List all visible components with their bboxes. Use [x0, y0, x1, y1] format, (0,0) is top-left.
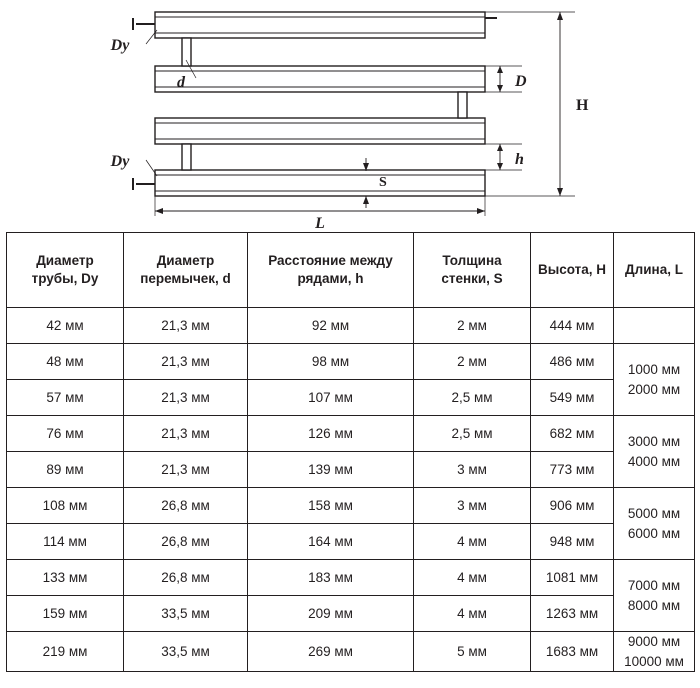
cell-pipe-diameter: 219 мм: [7, 632, 124, 672]
label-d: d: [177, 74, 185, 91]
pipe-row-4: [155, 170, 485, 196]
table-row: [7, 524, 695, 560]
cell-jumper-diameter: 21,3 мм: [124, 416, 248, 452]
cell-jumper-diameter: 21,3 мм: [124, 452, 248, 488]
table-row: [7, 452, 695, 488]
cell-pipe-diameter: 48 мм: [7, 344, 124, 380]
header-line-2: рядами, h: [297, 271, 364, 286]
length-value: 6000 мм: [627, 525, 681, 541]
cell-jumper-diameter: 21,3 мм: [124, 308, 248, 344]
header-line-2: перемычек, d: [140, 271, 231, 286]
label-dy-top: Dy: [110, 37, 130, 54]
table-row: [7, 596, 695, 632]
length-value: 7000 мм: [627, 577, 681, 593]
cell-row-spacing: 164 мм: [248, 524, 414, 560]
label-H: H: [576, 97, 589, 114]
table-header-row: [7, 233, 695, 308]
cell-wall-thickness: 2,5 мм: [414, 380, 531, 416]
label-L: L: [315, 215, 325, 232]
cell-wall-thickness: 3 мм: [414, 488, 531, 524]
cell-wall-thickness: 4 мм: [414, 560, 531, 596]
cell-wall-thickness: 2 мм: [414, 344, 531, 380]
cell-height: 682 мм: [531, 416, 614, 452]
cell-row-spacing: 107 мм: [248, 380, 414, 416]
length-value: 1000 мм: [627, 361, 681, 377]
cell-jumper-diameter: 26,8 мм: [124, 488, 248, 524]
cell-length: [614, 560, 695, 632]
table-row: [7, 416, 695, 452]
cell-height: 906 мм: [531, 488, 614, 524]
cell-height: 549 мм: [531, 380, 614, 416]
jumper-left-upper: [182, 38, 191, 66]
cell-jumper-diameter: 33,5 мм: [124, 632, 248, 672]
cell-row-spacing: 126 мм: [248, 416, 414, 452]
cell-wall-thickness: 5 мм: [414, 632, 531, 672]
cell-pipe-diameter: 108 мм: [7, 488, 124, 524]
cell-row-spacing: 183 мм: [248, 560, 414, 596]
cell-height: 486 мм: [531, 344, 614, 380]
table-row: [7, 488, 695, 524]
header-line-2: трубы, Dy: [31, 271, 99, 286]
jumper-right-middle: [458, 92, 467, 118]
cell-height: 1081 мм: [531, 560, 614, 596]
cell-height: 948 мм: [531, 524, 614, 560]
header-pipe-diameter: [7, 233, 124, 308]
header-wall-thickness: [414, 233, 531, 308]
cell-row-spacing: 139 мм: [248, 452, 414, 488]
header-line-1: Диаметр: [36, 252, 94, 268]
length-value: 2000 мм: [627, 381, 681, 397]
length-value: 9000 мм: [627, 634, 681, 649]
header-line-1: Толщина: [442, 252, 502, 268]
table-row: [7, 632, 695, 672]
header-line-2: стенки, S: [441, 271, 503, 286]
header-line-1: Расстояние между: [268, 252, 393, 268]
length-value: 10000 мм: [624, 653, 684, 669]
label-D: D: [515, 73, 527, 90]
cell-pipe-diameter: 57 мм: [7, 380, 124, 416]
cell-length: [614, 308, 695, 344]
cell-jumper-diameter: 26,8 мм: [124, 560, 248, 596]
header-jumper-diameter: [124, 233, 248, 308]
length-value: 5000 мм: [627, 505, 681, 521]
cell-row-spacing: 98 мм: [248, 344, 414, 380]
cell-row-spacing: 158 мм: [248, 488, 414, 524]
register-diagram: [0, 0, 700, 232]
cell-row-spacing: 92 мм: [248, 308, 414, 344]
table-row: [7, 560, 695, 596]
length-value: 4000 мм: [627, 453, 681, 469]
cell-wall-thickness: 2,5 мм: [414, 416, 531, 452]
cell-height: 444 мм: [531, 308, 614, 344]
table-row: [7, 344, 695, 380]
cell-wall-thickness: 4 мм: [414, 596, 531, 632]
pipe-row-2: [155, 66, 485, 92]
header-row-spacing: [248, 233, 414, 308]
length-value: 8000 мм: [627, 597, 681, 613]
cell-row-spacing: 269 мм: [248, 632, 414, 672]
pipe-row-3: [155, 118, 485, 144]
table-row: [7, 380, 695, 416]
table-row: [7, 308, 695, 344]
cell-pipe-diameter: 159 мм: [7, 596, 124, 632]
cell-height: 1683 мм: [531, 632, 614, 672]
cell-pipe-diameter: 89 мм: [7, 452, 124, 488]
cell-height: 1263 мм: [531, 596, 614, 632]
cell-jumper-diameter: 33,5 мм: [124, 596, 248, 632]
cell-row-spacing: 209 мм: [248, 596, 414, 632]
cell-height: 773 мм: [531, 452, 614, 488]
cell-pipe-diameter: 42 мм: [7, 308, 124, 344]
cell-wall-thickness: 2 мм: [414, 308, 531, 344]
cell-length: [614, 416, 695, 488]
cell-jumper-diameter: 26,8 мм: [124, 524, 248, 560]
cell-length: [614, 632, 695, 672]
cell-length: [614, 488, 695, 560]
pipe-row-1: [155, 12, 485, 38]
header-line-1: Диаметр: [156, 252, 215, 268]
label-S: S: [379, 175, 387, 190]
cell-pipe-diameter: 133 мм: [7, 560, 124, 596]
register-diagram-svg: [0, 0, 700, 232]
cell-wall-thickness: 3 мм: [414, 452, 531, 488]
specifications-table: [6, 232, 695, 672]
cell-pipe-diameter: 114 мм: [7, 524, 124, 560]
header-height: Высота, H: [531, 233, 614, 308]
header-length: Длина, L: [614, 233, 695, 308]
jumper-left-lower: [182, 144, 191, 170]
length-value: 3000 мм: [627, 433, 681, 449]
cell-jumper-diameter: 21,3 мм: [124, 380, 248, 416]
label-dy-bottom: Dy: [110, 153, 130, 170]
cell-jumper-diameter: 21,3 мм: [124, 344, 248, 380]
label-h: h: [515, 151, 524, 168]
cell-wall-thickness: 4 мм: [414, 524, 531, 560]
cell-pipe-diameter: 76 мм: [7, 416, 124, 452]
cell-length: [614, 344, 695, 416]
